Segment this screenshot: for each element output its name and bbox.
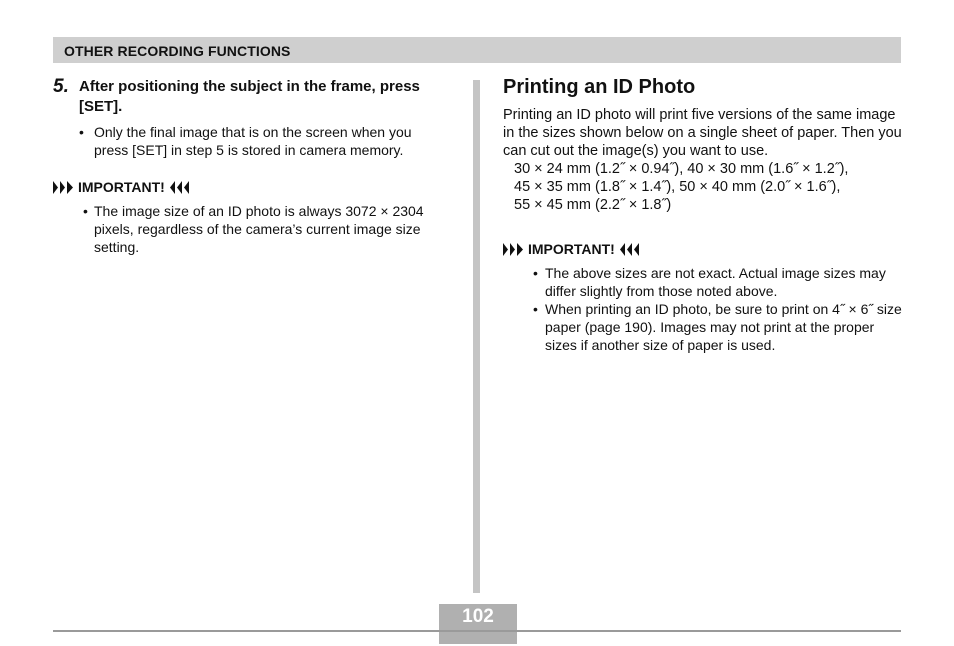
bullet-symbol: •: [533, 301, 538, 317]
important-note-item: [533, 300, 905, 354]
bullet-symbol: •: [83, 203, 88, 219]
important-heading-right: [503, 241, 640, 257]
important-left-arrows-icon: [53, 181, 74, 194]
important-note-item: [83, 202, 453, 256]
step-notes: [79, 123, 444, 159]
step-note-item: [79, 123, 444, 159]
size-line: 55 × 45 mm (2.2˝ × 1.8˝): [514, 197, 672, 213]
step-number: 5.: [53, 76, 69, 97]
important-note-text: The above sizes are not exact. Actual image sizes may differ slightly from those noted above.: [545, 265, 886, 299]
bullet-symbol: •: [79, 124, 84, 140]
size-line: 30 × 24 mm (1.2˝ × 0.94˝), 40 × 30 mm (1.6˝ × 1.2˝),: [514, 161, 849, 177]
important-label-left: IMPORTANT!: [78, 179, 165, 195]
column-divider: [473, 80, 480, 593]
important-right-arrows-icon: [619, 243, 640, 256]
important-left-arrows-icon: [503, 243, 524, 256]
step-instruction: After positioning the subject in the frame, press [SET].: [79, 78, 420, 115]
step-note-text: Only the final image that is on the screen when you press [SET] in step 5 is stored in camera memory.: [94, 124, 412, 158]
important-note-text: The image size of an ID photo is always 3072 × 2304 pixels, regardless of the camera’s current image size setting.: [94, 203, 424, 255]
section-header-bar: [53, 37, 901, 63]
page-number: 102: [439, 604, 517, 630]
bullet-symbol: •: [533, 265, 538, 281]
section-header-title: OTHER RECORDING FUNCTIONS: [64, 43, 291, 59]
important-label-right: IMPORTANT!: [528, 241, 615, 257]
important-heading-left: [53, 179, 190, 195]
size-line: 45 × 35 mm (1.8˝ × 1.4˝), 50 × 40 mm (2.0˝ × 1.6˝),: [514, 179, 841, 195]
size-list: [514, 160, 894, 214]
section-title: Printing an ID Photo: [503, 76, 696, 98]
important-notes-left: [83, 202, 453, 256]
important-right-arrows-icon: [169, 181, 190, 194]
intro-paragraph: Printing an ID photo will print five versions of the same image in the sizes shown below on a single sheet of paper. Then you can cut out the image(s) you want to use.: [503, 107, 902, 159]
important-notes-right: [533, 264, 905, 354]
important-note-text: When printing an ID photo, be sure to print on 4˝ × 6˝ size paper (page 190). Images may not print at the proper sizes if another size of paper is used.: [545, 301, 902, 353]
important-note-item: [533, 264, 905, 300]
page-number-tab: [439, 632, 517, 644]
